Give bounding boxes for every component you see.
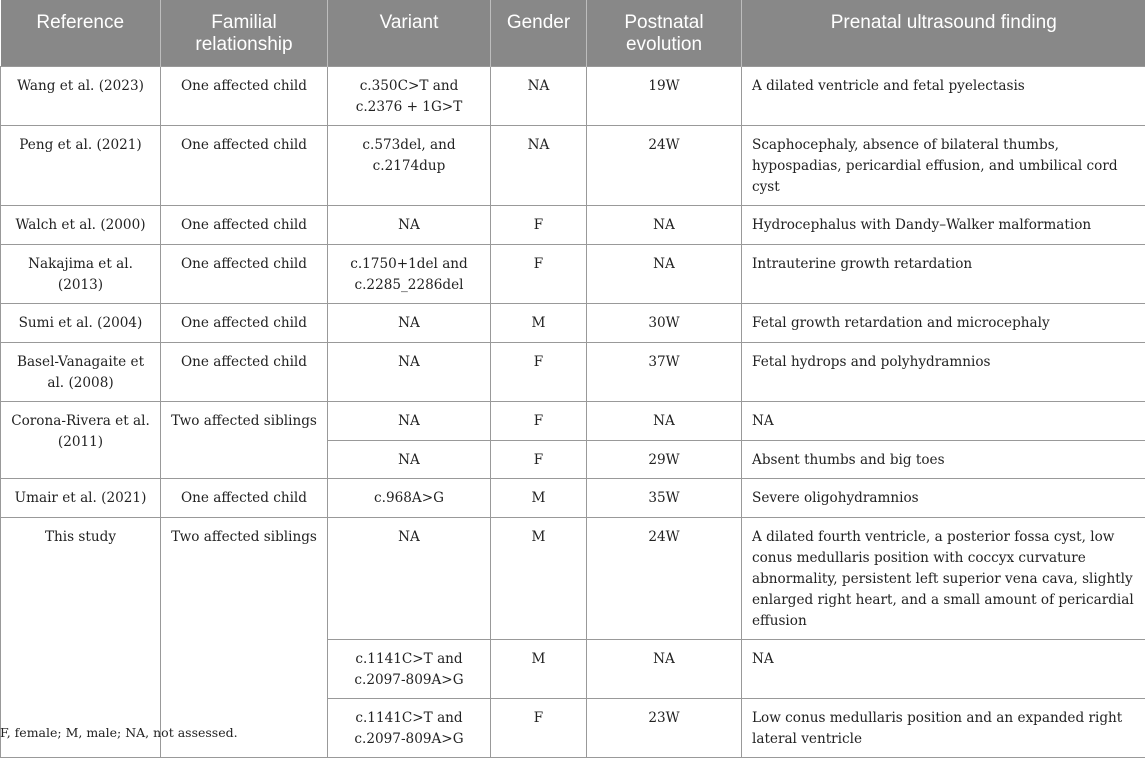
cell-evolution: NA	[587, 245, 742, 304]
header-postnatal-evolution: Postnatal evolution	[587, 0, 742, 67]
cell-relationship: One affected child	[161, 126, 328, 206]
cell-variant: c.1141C>T and c.2097-809A>G	[328, 640, 491, 699]
cell-evolution: 23W	[587, 699, 742, 758]
cell-variant: NA	[328, 518, 491, 640]
cell-finding: A dilated ventricle and fetal pyelectasis	[742, 67, 1145, 126]
cell-relationship: One affected child	[161, 206, 328, 245]
cell-variant: NA	[328, 343, 491, 402]
cell-finding: NA	[742, 402, 1145, 441]
cell-gender: NA	[491, 126, 587, 206]
cell-gender: NA	[491, 67, 587, 126]
cell-relationship: Two affected siblings	[161, 518, 328, 758]
header-reference: Reference	[1, 0, 161, 67]
cell-relationship: One affected child	[161, 479, 328, 518]
cell-evolution: 19W	[587, 67, 742, 126]
cell-finding: NA	[742, 640, 1145, 699]
cell-evolution: 24W	[587, 518, 742, 640]
cell-reference: Sumi et al. (2004)	[1, 304, 161, 343]
cell-evolution: NA	[587, 206, 742, 245]
cell-relationship: One affected child	[161, 304, 328, 343]
cell-gender: M	[491, 479, 587, 518]
cell-finding: Hydrocephalus with Dandy–Walker malformation	[742, 206, 1145, 245]
cell-finding: Fetal growth retardation and microcephaly	[742, 304, 1145, 343]
header-gender: Gender	[491, 0, 587, 67]
cell-evolution: 29W	[587, 441, 742, 479]
cell-finding: Intrauterine growth retardation	[742, 245, 1145, 304]
cell-relationship: Two affected siblings	[161, 402, 328, 479]
table-row	[1, 304, 1145, 343]
cell-reference: Wang et al. (2023)	[1, 67, 161, 126]
cell-variant: c.1750+1del and c.2285_2286del	[328, 245, 491, 304]
cell-variant: c.1141C>T and c.2097-809A>G	[328, 699, 491, 758]
cell-finding: Scaphocephaly, absence of bilateral thumbs, hypospadias, pericardial effusion, and umbilical cord cyst	[742, 126, 1145, 206]
cell-evolution: 35W	[587, 479, 742, 518]
cell-gender: F	[491, 245, 587, 304]
cell-gender: M	[491, 518, 587, 640]
cell-reference: Nakajima et al. (2013)	[1, 245, 161, 304]
table-row	[1, 518, 1145, 640]
table-row	[1, 245, 1145, 304]
header-prenatal-finding: Prenatal ultrasound finding	[742, 0, 1145, 67]
table-row	[1, 402, 1145, 441]
cell-relationship: One affected child	[161, 343, 328, 402]
cell-gender: F	[491, 441, 587, 479]
cell-variant: c.350C>T and c.2376 + 1G>T	[328, 67, 491, 126]
cell-gender: F	[491, 402, 587, 441]
cell-gender: F	[491, 343, 587, 402]
cell-gender: F	[491, 206, 587, 245]
cell-evolution: NA	[587, 640, 742, 699]
cell-variant: c.968A>G	[328, 479, 491, 518]
cell-reference: Walch et al. (2000)	[1, 206, 161, 245]
cell-reference: Peng et al. (2021)	[1, 126, 161, 206]
cell-finding: A dilated fourth ventricle, a posterior fossa cyst, low conus medullaris position with coccyx curvature abnormality, persistent left superior vena cava, slightly enlarged right heart, and a small amount of pericardial effusion	[742, 518, 1145, 640]
cell-reference: This study	[1, 518, 161, 758]
cell-relationship: One affected child	[161, 245, 328, 304]
cell-evolution: 37W	[587, 343, 742, 402]
table-row	[1, 343, 1145, 402]
table-footnote: F, female; M, male; NA, not assessed.	[0, 725, 238, 740]
cell-gender: M	[491, 304, 587, 343]
cell-evolution: NA	[587, 402, 742, 441]
cell-variant: NA	[328, 304, 491, 343]
cell-finding: Severe oligohydramnios	[742, 479, 1145, 518]
cell-reference: Umair et al. (2021)	[1, 479, 161, 518]
cell-finding: Fetal hydrops and polyhydramnios	[742, 343, 1145, 402]
cell-gender: F	[491, 699, 587, 758]
header-familial-relationship: Familial relationship	[161, 0, 328, 67]
cell-reference: Corona-Rivera et al. (2011)	[1, 402, 161, 479]
cell-variant: NA	[328, 441, 491, 479]
cell-reference: Basel-Vanagaite et al. (2008)	[1, 343, 161, 402]
cell-evolution: 30W	[587, 304, 742, 343]
table-row	[1, 67, 1145, 126]
header-variant: Variant	[328, 0, 491, 67]
cell-variant: c.573del, and c.2174dup	[328, 126, 491, 206]
cell-relationship: One affected child	[161, 67, 328, 126]
cell-finding: Low conus medullaris position and an expanded right lateral ventricle	[742, 699, 1145, 758]
cell-evolution: 24W	[587, 126, 742, 206]
cell-variant: NA	[328, 206, 491, 245]
cell-variant: NA	[328, 402, 491, 441]
table-row	[1, 126, 1145, 206]
header-row	[1, 0, 1145, 67]
table-row	[1, 206, 1145, 245]
table-row	[1, 479, 1145, 518]
cell-finding: Absent thumbs and big toes	[742, 441, 1145, 479]
cell-gender: M	[491, 640, 587, 699]
